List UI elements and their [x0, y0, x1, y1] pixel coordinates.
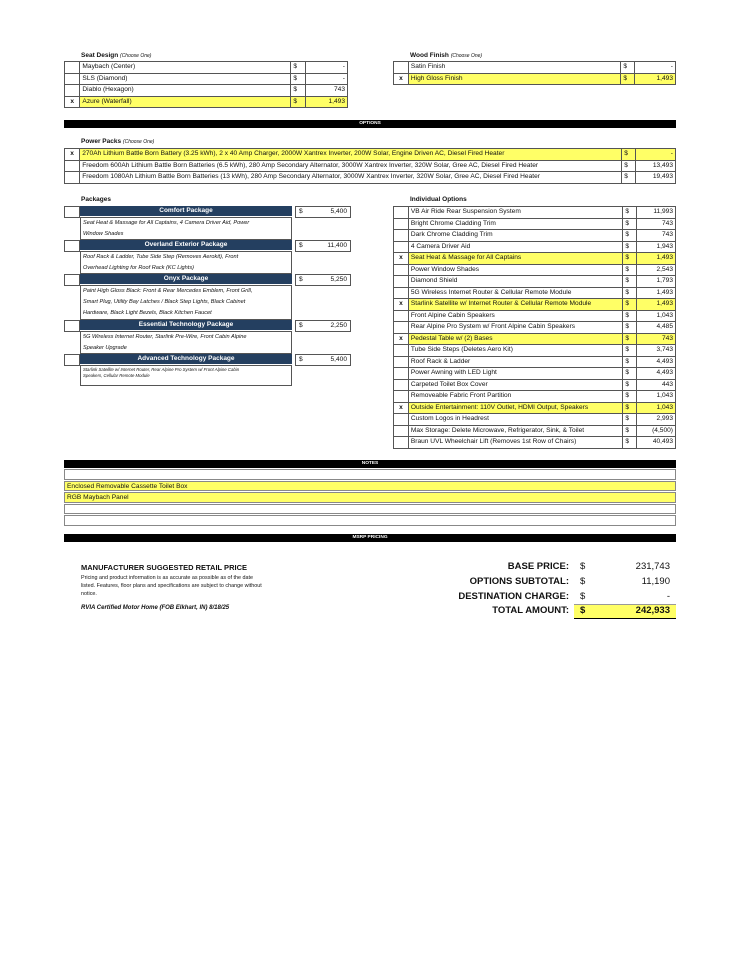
row-amount: (4,500) [637, 425, 676, 437]
package-amount: 11,400 [327, 242, 347, 249]
row-amount: 40,493 [637, 437, 676, 449]
package-header[interactable] [64, 354, 354, 364]
row-label: Front Alpine Cabin Speakers [408, 310, 622, 322]
msrp-footer: RVIA Certified Motor Home (FOB Elkhart, IN) 8/18/25 [81, 605, 230, 611]
total-label: OPTIONS SUBTOTAL: [469, 576, 569, 587]
package-header[interactable] [64, 240, 354, 250]
row-label: Diamond Shield [408, 276, 622, 288]
row-label: Tube Side Steps (Deletes Aero Kit) [408, 345, 622, 357]
row-dollar: $ [623, 218, 637, 230]
row-amount: 11,993 [637, 207, 676, 219]
package-dollar: $ [299, 208, 303, 215]
row-amount: 19,493 [636, 172, 676, 184]
row-check[interactable] [65, 73, 80, 85]
power-packs-title: Power Packs (Choose One) [81, 138, 155, 145]
option-row[interactable] [394, 322, 676, 334]
row-dollar: $ [621, 62, 635, 74]
package-dollar: $ [299, 242, 303, 249]
row-label: Custom Logos in Headrest [408, 414, 622, 426]
row-amount: 743 [637, 230, 676, 242]
row-amount: 4,493 [637, 356, 676, 368]
row-dollar: $ [623, 299, 637, 311]
total-value: 11,190 [641, 576, 670, 587]
row-label: Maybach (Center) [80, 62, 291, 74]
row-dollar: $ [623, 379, 637, 391]
row-amount: 443 [637, 379, 676, 391]
row-check[interactable] [394, 310, 409, 322]
row-label: Diablo (Hexagon) [80, 85, 291, 97]
row-amount: 1,943 [637, 241, 676, 253]
package-description [80, 251, 292, 274]
option-row[interactable] [394, 253, 676, 265]
package-dollar: $ [299, 355, 303, 363]
package-checkbox[interactable] [64, 320, 80, 332]
row-amount: 2,543 [637, 264, 676, 276]
row-check[interactable] [65, 172, 80, 184]
row-dollar: $ [623, 425, 637, 437]
total-dollar: $ [580, 561, 586, 572]
package-header[interactable] [64, 320, 354, 330]
row-dollar: $ [623, 241, 637, 253]
row-check[interactable] [394, 276, 409, 288]
package-description-line: Seat Heat & Massage for All Captains, 4 Camera Driver Aid, Power [83, 220, 250, 226]
row-dollar: $ [623, 322, 637, 334]
note-row: RGB Maybach Panel [64, 492, 676, 503]
row-label: Braun UVL Wheelchair Lift (Removes 1st Row of Chairs) [408, 437, 622, 449]
package-amount: 2,250 [330, 321, 347, 329]
row-amount: 2,993 [637, 414, 676, 426]
package-name: Overland Exterior Package [80, 240, 292, 250]
power-packs-table [64, 148, 676, 184]
package-description [80, 217, 292, 240]
total-label: TOTAL AMOUNT: [492, 605, 569, 616]
note-row [64, 469, 676, 480]
row-dollar: $ [623, 264, 637, 276]
row-amount: 1,493 [637, 299, 676, 311]
option-row[interactable] [394, 276, 676, 288]
total-value: 242,933 [635, 605, 670, 616]
option-row[interactable] [394, 437, 676, 449]
row-check[interactable]: x [65, 149, 80, 161]
package-dollar: $ [299, 276, 303, 283]
package-name: Comfort Package [80, 206, 292, 216]
option-row[interactable] [394, 356, 676, 368]
row-label: Satin Finish [408, 62, 620, 74]
option-row[interactable] [65, 172, 676, 184]
row-check[interactable] [394, 414, 409, 426]
row-label: Removeable Fabric Front Partition [408, 391, 622, 403]
total-value: - [666, 591, 670, 602]
package-description [80, 365, 292, 386]
option-row[interactable] [394, 299, 676, 311]
row-amount: 3,743 [637, 345, 676, 357]
row-dollar: $ [623, 253, 637, 265]
row-check[interactable]: x [65, 96, 80, 108]
row-dollar: $ [291, 96, 305, 108]
row-label: 4 Camera Driver Aid [408, 241, 622, 253]
options-bar: OPTIONS [64, 120, 676, 128]
package-price [295, 240, 351, 252]
row-label: Starlink Satellite w/ Internet Router & Cellular Remote Module [408, 299, 622, 311]
option-row[interactable] [394, 264, 676, 276]
package-name: Onyx Package [80, 274, 292, 284]
total-dollar: $ [580, 605, 586, 616]
total-value: 231,743 [635, 561, 670, 572]
row-amount: 1,043 [637, 310, 676, 322]
option-row[interactable] [65, 149, 676, 161]
total-dollar: $ [580, 591, 586, 602]
row-dollar: $ [291, 62, 305, 74]
row-check[interactable] [394, 207, 409, 219]
row-label: Dark Chrome Cladding Trim [408, 230, 622, 242]
option-row[interactable] [394, 333, 676, 345]
row-dollar: $ [623, 356, 637, 368]
row-dollar: $ [623, 437, 637, 449]
row-amount: - [636, 149, 676, 161]
seat-design-table [64, 61, 348, 108]
package-description-line: 5G Wireless Internet Router, Starlink Pre-Wire, Front Cabin Alpine [83, 333, 247, 340]
row-check[interactable]: x [394, 253, 409, 265]
package-description-line: Paint High Gloss Black: Front & Rear Mercedes Emblem, Front Grill, [83, 288, 253, 294]
row-label: Bright Chrome Cladding Trim [408, 218, 622, 230]
package-price [295, 320, 351, 332]
package-checkbox[interactable] [64, 206, 80, 218]
row-dollar: $ [623, 207, 637, 219]
package-name: Essential Technology Package [80, 320, 292, 330]
row-label: Carpeted Toilet Box Cover [408, 379, 622, 391]
row-amount: 1,493 [637, 287, 676, 299]
row-label: Power Window Shades [408, 264, 622, 276]
msrp-title: MANUFACTURER SUGGESTED RETAIL PRICE [81, 563, 247, 572]
msrp-description: Pricing and product information is as accurate as possible as of the date listed. Features, floor plans and specifications are subject to change without notice. [81, 575, 262, 597]
row-check[interactable]: x [394, 73, 409, 85]
row-label: Power Awning with LED Light [408, 368, 622, 380]
row-amount: 1,493 [635, 73, 676, 85]
package-description-line: Starlink Satellite w/ Internet Router, Rear Alpine Pro System w/ Front Alpine Cabin [83, 366, 240, 372]
row-dollar: $ [622, 172, 636, 184]
row-check[interactable]: x [394, 402, 409, 414]
option-row[interactable] [394, 345, 676, 357]
option-row[interactable] [394, 379, 676, 391]
notes-bar: NOTES [64, 460, 676, 468]
row-amount: 743 [637, 218, 676, 230]
package-description-line: Speaker Upgrade [83, 344, 127, 351]
package-name: Advanced Technology Package [80, 354, 292, 364]
option-row[interactable] [65, 160, 676, 172]
wood-finish-table [393, 61, 676, 85]
individual-options-title: Individual Options [410, 196, 467, 203]
row-dollar: $ [623, 287, 637, 299]
row-dollar: $ [623, 333, 637, 345]
row-amount: - [305, 73, 347, 85]
row-dollar: $ [622, 149, 636, 161]
row-dollar: $ [623, 230, 637, 242]
row-check[interactable] [65, 160, 80, 172]
row-check[interactable] [394, 230, 409, 242]
row-check[interactable] [394, 379, 409, 391]
row-dollar: $ [622, 160, 636, 172]
total-dollar: $ [580, 576, 586, 587]
package-header[interactable] [64, 274, 354, 284]
note-row [64, 515, 676, 526]
package-amount: 5,400 [330, 208, 347, 215]
row-label: Azure (Waterfall) [80, 96, 291, 108]
wood-finish-title: Wood Finish (Choose One) [410, 52, 483, 59]
row-label: Freedom 1080Ah Lithium Battle Born Batteries (13 kWh), 280 Amp Secondary Alternator, 3000W Xantrex Inverter, 320W Solar, Gree AC, Diesel Fired Heater [80, 172, 622, 184]
package-dollar: $ [299, 321, 303, 329]
row-check[interactable]: x [394, 333, 409, 345]
individual-options-table [393, 206, 676, 449]
row-label: SLS (Diamond) [80, 73, 291, 85]
msrp-bar: MSRP PRICING [64, 534, 676, 542]
package-description-line: Speakers, Cellular Remote Module [83, 372, 150, 378]
row-dollar: $ [623, 276, 637, 288]
option-row[interactable] [394, 73, 676, 85]
option-row[interactable] [65, 73, 348, 85]
row-dollar: $ [623, 402, 637, 414]
row-check[interactable] [394, 368, 409, 380]
package-description-line: Smart Plug, Utility Bay Latches / Black Step Lights, Black Cabinet [83, 299, 246, 305]
package-price [295, 206, 351, 218]
row-amount: 1,043 [637, 402, 676, 414]
row-label: Max Storage: Delete Microwave, Refrigerator, Sink, & Toilet [408, 425, 622, 437]
package-description-line: Overhead Lighting for Roof Rack (KC Lights) [83, 265, 194, 271]
row-label: Seat Heat & Massage for All Captains [408, 253, 622, 265]
package-description [80, 285, 292, 320]
row-amount: 743 [305, 85, 347, 97]
row-check[interactable] [394, 425, 409, 437]
package-description [80, 331, 292, 354]
packages-list [64, 206, 354, 396]
option-row[interactable] [394, 425, 676, 437]
row-amount: - [635, 62, 676, 74]
option-row[interactable] [394, 391, 676, 403]
package-description-line: Hardware, Black Light Bezels, Black Kitchen Faucet [83, 310, 212, 316]
package-description-line: Window Shades [83, 231, 124, 237]
option-row[interactable] [394, 310, 676, 322]
row-amount: 1,493 [305, 96, 347, 108]
row-check[interactable] [394, 264, 409, 276]
total-label: DESTINATION CHARGE: [458, 591, 569, 602]
total-label: BASE PRICE: [507, 561, 569, 572]
package-header[interactable] [64, 206, 354, 216]
row-check[interactable] [65, 62, 80, 74]
note-row [64, 504, 676, 515]
row-label: Outside Entertainment: 110V Outlet, HDMI Output, Speakers [408, 402, 622, 414]
row-label: 5G Wireless Internet Router & Cellular Remote Module [408, 287, 622, 299]
row-label: VB Air Ride Rear Suspension System [408, 207, 622, 219]
row-dollar: $ [623, 310, 637, 322]
row-amount: - [305, 62, 347, 74]
row-dollar: $ [291, 85, 305, 97]
package-price [295, 274, 351, 286]
row-check[interactable] [394, 391, 409, 403]
row-amount: 1,793 [637, 276, 676, 288]
option-row[interactable] [394, 230, 676, 242]
row-dollar: $ [623, 391, 637, 403]
row-amount: 1,043 [637, 391, 676, 403]
option-row[interactable] [65, 96, 348, 108]
row-check[interactable] [394, 241, 409, 253]
row-label: Freedom 600Ah Lithium Battle Born Batteries (6.5 kWh), 280 Amp Secondary Alternator, 3000W Xantrex Inverter, 320W Solar, Gree AC, Diesel Fired Heater [80, 160, 622, 172]
package-price [295, 354, 351, 366]
row-label: Pedestal Table w/ (2) Bases [408, 333, 622, 345]
row-amount: 4,485 [637, 322, 676, 334]
row-check[interactable] [394, 322, 409, 334]
row-dollar: $ [291, 73, 305, 85]
row-check[interactable] [65, 85, 80, 97]
row-label: High Gloss Finish [408, 73, 620, 85]
row-amount: 743 [637, 333, 676, 345]
option-row[interactable] [394, 207, 676, 219]
row-check[interactable] [394, 345, 409, 357]
package-description-line: Roof Rack & Ladder, Tube Side Step (Removes Aerokit), Front [83, 254, 239, 260]
option-row[interactable] [65, 85, 348, 97]
option-row[interactable] [394, 218, 676, 230]
package-checkbox[interactable] [64, 354, 80, 366]
package-checkbox[interactable] [64, 274, 80, 286]
row-check[interactable] [394, 62, 409, 74]
seat-design-title: Seat Design (Choose One) [81, 52, 152, 59]
package-amount: 5,250 [330, 276, 347, 283]
package-amount: 5,400 [330, 355, 347, 363]
row-check[interactable] [394, 287, 409, 299]
row-check[interactable] [394, 218, 409, 230]
row-dollar: $ [623, 368, 637, 380]
row-label: 270Ah Lithium Battle Born Battery (3.25 kWh), 2 x 40 Amp Charger, 2000W Xantrex Inverter, 200W Solar, Engine Driven AC, Diesel Fired Heater [80, 149, 622, 161]
option-row[interactable] [394, 287, 676, 299]
option-row[interactable] [394, 414, 676, 426]
row-label: Rear Alpine Pro System w/ Front Alpine Cabin Speakers [408, 322, 622, 334]
row-dollar: $ [621, 73, 635, 85]
row-amount: 4,493 [637, 368, 676, 380]
row-dollar: $ [623, 345, 637, 357]
row-dollar: $ [623, 414, 637, 426]
row-amount: 13,493 [636, 160, 676, 172]
option-row[interactable] [394, 368, 676, 380]
option-row[interactable] [65, 62, 348, 74]
option-row[interactable] [394, 62, 676, 74]
row-check[interactable]: x [394, 299, 409, 311]
note-row: Enclosed Removable Cassette Toilet Box [64, 481, 676, 492]
packages-title: Packages [81, 196, 111, 203]
package-checkbox[interactable] [64, 240, 80, 252]
option-row[interactable] [394, 241, 676, 253]
row-amount: 1,493 [637, 253, 676, 265]
row-check[interactable] [394, 437, 409, 449]
option-row[interactable] [394, 402, 676, 414]
row-label: Roof Rack & Ladder [408, 356, 622, 368]
row-check[interactable] [394, 356, 409, 368]
